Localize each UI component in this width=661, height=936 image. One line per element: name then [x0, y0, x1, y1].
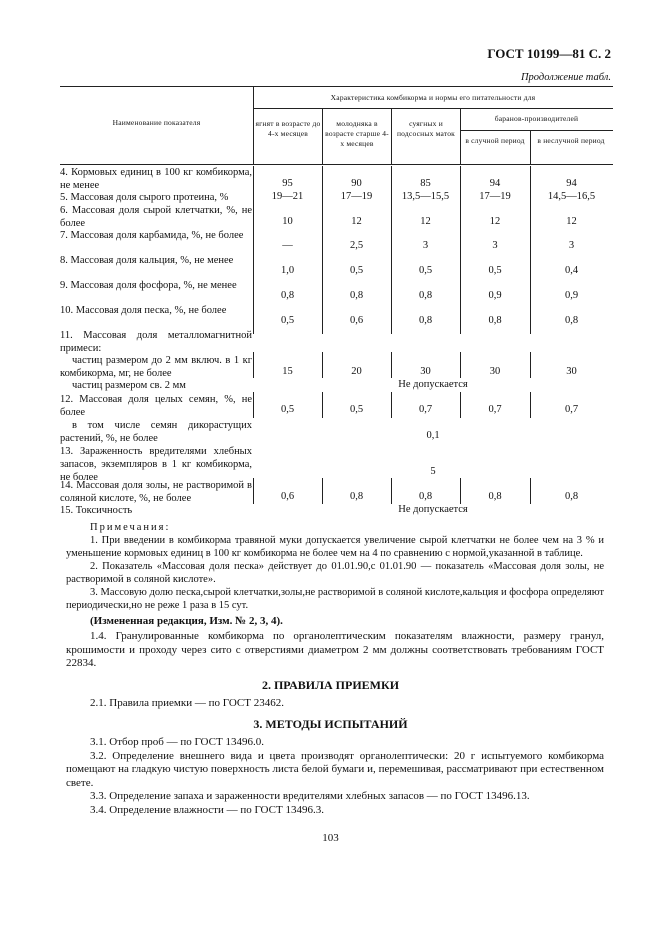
row-label: в том числе семян дикорастущих растений, %, не более [60, 420, 252, 444]
table-cell: 95 [282, 178, 293, 189]
amendment-text: (Измененная редакция, Изм. № 2, 3, 4). [90, 615, 283, 627]
column-rule [460, 478, 461, 504]
table-cell: 12 [566, 216, 577, 227]
group-header-rule [253, 108, 613, 109]
column-rule [391, 392, 392, 418]
table-cell: 3 [422, 240, 429, 251]
table-cell: 17—19 [479, 191, 511, 202]
col-header-lambs: ягнят в возрасте до 4-х месяцев [255, 119, 321, 138]
note-2: 2. Показатель «Массовая доля песка» действует до 01.01.90,с 01.01.90 — показатель «Массовая доля золы, не растворимой в соляной кислоте». [66, 561, 604, 585]
col-header-ewes: суягных и подсосных маток [396, 119, 456, 138]
table-continued-note: Продолжение табл. [520, 72, 611, 83]
column-rule [530, 478, 531, 504]
table-notes [66, 521, 604, 612]
column-rule [530, 166, 531, 334]
table-cell: 0,8 [418, 290, 433, 301]
row-label: 7. Массовая доля карбамида, %, не более [60, 230, 244, 241]
paragraph-2-1 [66, 697, 604, 711]
table-cell: 0,8 [488, 315, 502, 326]
column-rule [253, 478, 254, 504]
section-3-paragraphs [66, 736, 604, 817]
section-3-title: 3. МЕТОДЫ ИСПЫТАНИЙ [253, 717, 408, 731]
table-cell: 0,5 [349, 265, 364, 276]
table-cell: 0,9 [564, 290, 579, 301]
table-cell: 13,5—15,5 [401, 191, 450, 202]
paragraph-3-3-text: 3.3. Определение запаха и зараженности вредителями хлебных запасов — по ГОСТ 13496.13. [90, 790, 530, 802]
table-cell: 90 [351, 178, 362, 189]
column-rule [322, 166, 323, 334]
paragraph-1-4 [66, 630, 604, 671]
table-cell: 0,5 [418, 265, 433, 276]
table-cell: 10 [282, 216, 293, 227]
header-divider [391, 108, 392, 164]
row-label: 13. Зараженность вредителями хлебных запасов, экземпляров в 1 кг комбикорма, не более [60, 446, 252, 483]
column-rule [253, 392, 254, 418]
table-cell: 3 [492, 240, 498, 251]
table-cell: 0,8 [564, 315, 579, 326]
table-cell: 12 [420, 216, 431, 227]
table-cell: 0,7 [564, 404, 579, 415]
col-header-rams-mating: в случной период [465, 136, 525, 145]
table-cell: 14,5—16,5 [547, 191, 596, 202]
paragraph-3-1-text: 3.1. Отбор проб — по ГОСТ 13496.0. [90, 736, 264, 748]
table-cell: 0,8 [564, 491, 579, 502]
row-label: 14. Массовая доля золы, не растворимой в соляной кислоте, %, не более [60, 480, 252, 504]
table-cell: 0,5 [280, 404, 295, 415]
table-cell: 94 [489, 178, 501, 189]
row-label: 10. Массовая доля песка, %, не более [60, 305, 227, 316]
table-cell-span: Не допускается [398, 504, 468, 515]
column-rule [322, 392, 323, 418]
column-rule [460, 352, 461, 378]
row-label: частиц размером до 2 мм включ. в 1 кг комбикорма, мг, не более [60, 355, 252, 379]
row-label: 5. Массовая доля сырого протеина, % [60, 192, 229, 203]
row-label: 11. Массовая доля металломагнитной примеси: [60, 330, 252, 354]
table-cell: 30 [489, 366, 501, 377]
column-rule [391, 478, 392, 504]
norms-table [60, 86, 613, 516]
note-3: 3. Массовую долю песка,сырой клетчатки,золы,не растворимой в соляной кислоте,кальция и фосфора определяют периодически,но не реже 1 раза в 15 сут. [66, 587, 604, 611]
table-cell: 3 [568, 240, 575, 251]
table-cell: — [282, 240, 293, 251]
table-cell: 20 [351, 366, 362, 377]
row-label: 9. Массовая доля фосфора, %, не менее [60, 280, 237, 291]
table-cell: 19—21 [271, 191, 304, 202]
row-label: 12. Массовая доля целых семян, %, не более [60, 394, 252, 418]
amendment-note [66, 615, 604, 629]
table-cell: 0,8 [488, 491, 502, 502]
table-cell: 0,7 [488, 404, 502, 415]
column-rule [530, 392, 531, 418]
note-1: 1. При введении в комбикорма травяной муки допускается увеличение сырой клетчатки не более чем на 3 % и уменьшение кормовых единиц в 100 кг комбикорма не более чем на 4 по сравнению с нормой,указанной в таблице. [66, 535, 604, 559]
table-cell: 12 [489, 216, 501, 227]
col-group-rams: баранов-производителей [494, 114, 579, 123]
table-cell-span: 0,1 [426, 430, 440, 441]
table-cell: 0,6 [280, 491, 295, 502]
row-label: 4. Кормовых единиц в 100 кг комбикорма, не менее [60, 167, 252, 191]
table-cell: 0,9 [488, 290, 502, 301]
table-cell: 2,5 [349, 240, 364, 251]
table-cell: 0,5 [488, 265, 502, 276]
column-rule [322, 478, 323, 504]
col-header-indicator: Наименование показателя [112, 118, 201, 127]
row-label: 8. Массовая доля кальция, %, не менее [60, 255, 234, 266]
table-cell: 0,7 [418, 404, 433, 415]
column-rule [460, 166, 461, 334]
header-bottom-rule [60, 164, 613, 165]
column-rule [530, 352, 531, 378]
table-cell: 0,4 [564, 265, 579, 276]
column-rule [253, 352, 254, 378]
row-label: 15. Токсичность [60, 505, 133, 516]
table-cell: 15 [282, 366, 293, 377]
header-divider [322, 108, 323, 164]
notes-heading: Примечания: [90, 522, 171, 533]
column-rule [322, 352, 323, 378]
table-cell: 0,8 [418, 315, 433, 326]
column-rule [253, 166, 254, 334]
table-cell: 0,8 [280, 290, 295, 301]
row-label: частиц размером св. 2 мм [72, 380, 186, 391]
table-cell: 17—19 [340, 191, 373, 202]
table-cell: 0,8 [349, 290, 364, 301]
section-2-title: 2. ПРАВИЛА ПРИЕМКИ [261, 678, 400, 692]
table-cell: 1,0 [280, 265, 295, 276]
table-cell: 30 [566, 366, 577, 377]
table-cell: 30 [420, 366, 431, 377]
column-rule [391, 352, 392, 378]
column-rule [391, 166, 392, 334]
col-header-rams-nonmating: в неслучной период [537, 136, 605, 145]
table-cell: 0,8 [349, 491, 364, 502]
header-divider [530, 130, 531, 164]
table-top-rule [60, 86, 613, 87]
column-rule [460, 392, 461, 418]
col-group-header: Характеристика комбикорма и нормы его питательности для [330, 93, 536, 102]
table-cell: 12 [351, 216, 362, 227]
col-header-young: молодняка в возрасте старше 4-х месяцев [325, 119, 389, 148]
table-cell: 0,6 [349, 315, 364, 326]
row-label: 6. Массовая доля сырой клетчатки, %, не более [60, 205, 252, 229]
paragraph-2-1-text: 2.1. Правила приемки — по ГОСТ 23462. [90, 697, 284, 709]
paragraph-1-4-text: 1.4. Гранулированные комбикорма по органолептическим показателям влажности, размеру гранул, крошимости и проходу через сито с отверстиями диаметром 2 мм должны соответствовать требованиям ГОСТ 22834. [66, 630, 604, 669]
rams-header-rule [460, 130, 613, 131]
table-cell-span: Не допускается [398, 379, 468, 390]
table-cell: 0,8 [418, 491, 433, 502]
document-header: ГОСТ 10199—81 С. 2 [487, 46, 611, 61]
page-number: 103 [322, 832, 339, 844]
paragraph-3-4-text: 3.4. Определение влажности — по ГОСТ 13496.3. [90, 803, 324, 816]
table-cell: 85 [420, 178, 431, 189]
table-cell-span: 5 [430, 466, 436, 477]
table-cell: 94 [566, 178, 577, 189]
paragraph-3-2-text: 3.2. Определение внешнего вида и цвета производят органолептически: 20 г испытуемого комбикорма помещают на гладкую чистую поверхность листа белой бумаги и, перемешивая, рассматривают при естественном свете. [66, 749, 604, 789]
table-cell: 0,5 [349, 404, 364, 415]
table-cell: 0,5 [280, 315, 295, 326]
